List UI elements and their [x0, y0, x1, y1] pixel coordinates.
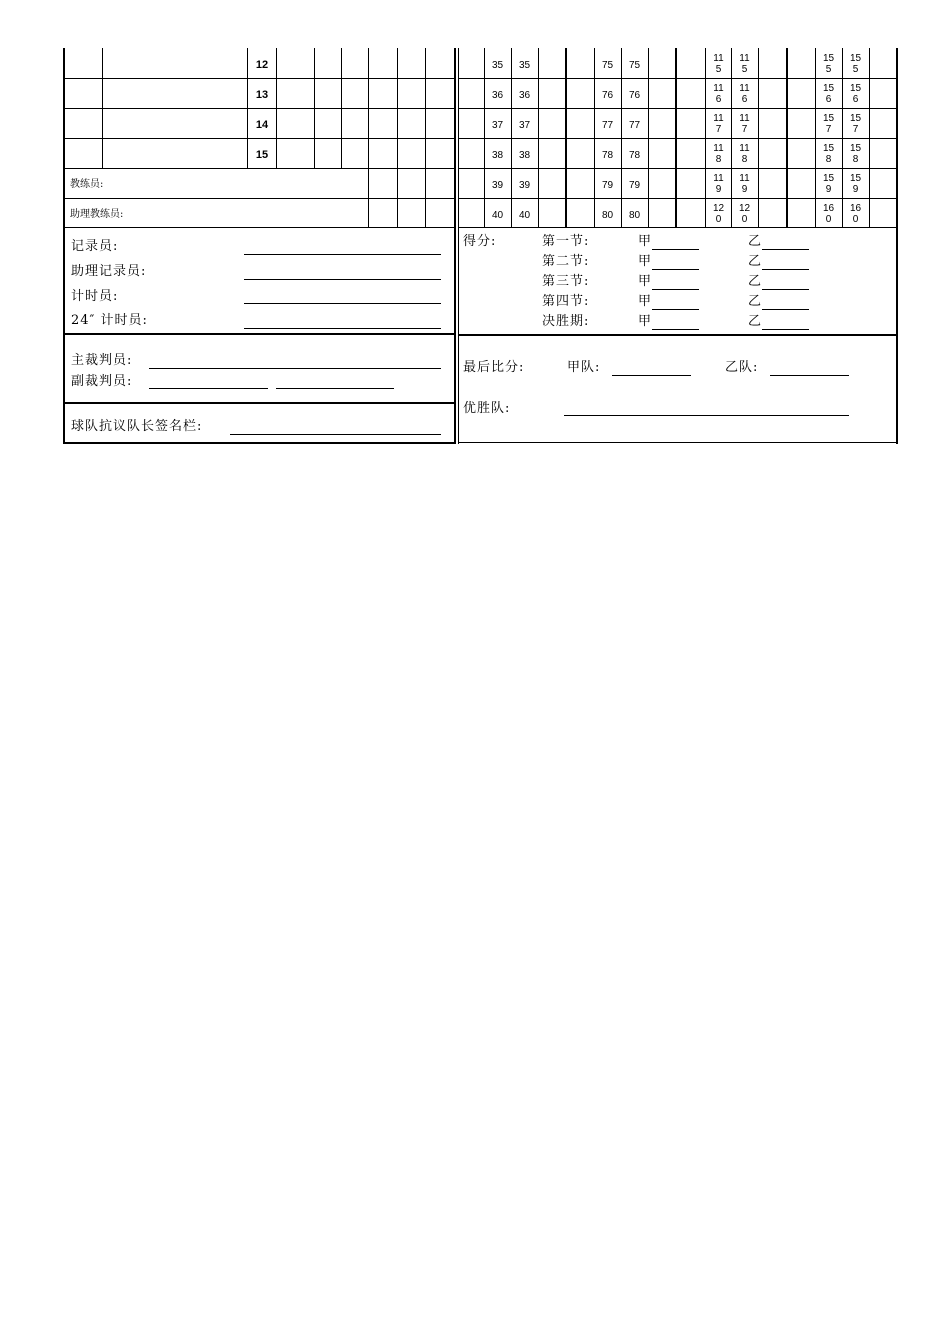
team-b-final-line[interactable]	[770, 375, 849, 376]
running-score-cell: 79	[601, 180, 614, 191]
running-score-cell: 38	[491, 150, 504, 161]
shot-clock-operator-label: 24″ 计时员:	[71, 313, 148, 328]
running-score-cell: 11 7	[713, 113, 724, 135]
running-score-cell: 76	[628, 90, 641, 101]
running-score-cell: 15 8	[849, 143, 862, 165]
running-score-cell: 15 7	[822, 113, 835, 135]
final-score-label: 最后比分:	[463, 360, 525, 375]
period-team-b-line[interactable]	[762, 249, 809, 250]
period-team-b-label: 乙	[748, 254, 763, 269]
team-a-final-label: 甲队:	[567, 360, 601, 375]
running-score-cell: 38	[518, 150, 531, 161]
running-score-cell: 80	[601, 210, 614, 221]
running-score-cell: 15 9	[849, 173, 862, 195]
player-number-14: 14	[255, 119, 269, 131]
period-team-a-label: 甲	[638, 294, 653, 309]
running-score-cell: 15 6	[849, 83, 862, 105]
running-score-cell: 75	[628, 60, 641, 71]
running-score-cell: 12 0	[738, 203, 751, 225]
period-team-b-label: 乙	[748, 234, 763, 249]
score-label: 得分:	[463, 234, 497, 249]
period-team-a-label: 甲	[638, 314, 653, 329]
period-team-b-line[interactable]	[762, 329, 809, 330]
running-score-cell: 16 0	[849, 203, 862, 225]
running-score-cell: 39	[518, 180, 531, 191]
player-number-15: 15	[255, 149, 269, 161]
running-score-cell: 15 8	[822, 143, 835, 165]
running-score-cell: 15 5	[849, 53, 862, 75]
running-score-cell: 15 6	[822, 83, 835, 105]
period-team-a-label: 甲	[638, 254, 653, 269]
running-score-cell: 11 5	[739, 53, 750, 75]
running-score-cell: 39	[491, 180, 504, 191]
running-score-cell: 78	[628, 150, 641, 161]
period-name: 第一节:	[542, 234, 590, 249]
team-b-final-label: 乙队:	[725, 360, 759, 375]
running-score-cell: 79	[628, 180, 641, 191]
period-team-b-label: 乙	[748, 294, 763, 309]
running-score-cell: 15 7	[849, 113, 862, 135]
period-team-a-line[interactable]	[652, 329, 699, 330]
running-score-cell: 16 0	[822, 203, 835, 225]
running-score-cell: 11 9	[713, 173, 724, 195]
running-score-cell: 11 6	[739, 83, 750, 105]
period-team-b-line[interactable]	[762, 269, 809, 270]
assistant-scorer-label: 助理记录员:	[71, 264, 147, 279]
running-score-cell: 11 6	[713, 83, 724, 105]
running-score-cell: 77	[628, 120, 641, 131]
running-score-cell: 80	[628, 210, 641, 221]
period-name: 第三节:	[542, 274, 590, 289]
running-score-cell: 12 0	[712, 203, 725, 225]
assistant-coach-label: 助理教练员:	[70, 209, 124, 220]
period-team-a-line[interactable]	[652, 249, 699, 250]
period-team-b-label: 乙	[748, 274, 763, 289]
period-team-a-label: 甲	[638, 234, 653, 249]
running-score-cell: 11 5	[713, 53, 724, 75]
running-score-cell: 37	[491, 120, 504, 131]
captain-protest-signature-label: 球队抗议队长签名栏:	[71, 419, 203, 434]
running-score-cell: 40	[518, 210, 531, 221]
team-a-final-line[interactable]	[612, 375, 691, 376]
score-summary-block	[0, 0, 950, 450]
period-name: 第四节:	[542, 294, 590, 309]
scoresheet	[0, 0, 950, 450]
running-score-cell: 35	[491, 60, 504, 71]
player-number-13: 13	[255, 89, 269, 101]
running-score-cell: 36	[491, 90, 504, 101]
period-team-a-label: 甲	[638, 274, 653, 289]
running-score-cell: 11 8	[713, 143, 724, 165]
period-team-a-line[interactable]	[652, 289, 699, 290]
winner-label: 优胜队:	[463, 401, 511, 416]
period-team-a-line[interactable]	[652, 269, 699, 270]
period-name: 决胜期:	[542, 314, 590, 329]
coach-label: 教练员:	[70, 179, 104, 190]
running-score-cell: 11 9	[739, 173, 750, 195]
running-score-cell: 78	[601, 150, 614, 161]
period-team-b-label: 乙	[748, 314, 763, 329]
umpires-label: 副裁判员:	[71, 374, 133, 389]
running-score-cell: 35	[518, 60, 531, 71]
running-score-cell: 11 8	[739, 143, 750, 165]
period-team-b-line[interactable]	[762, 309, 809, 310]
scorer-label: 记录员:	[71, 239, 119, 254]
running-score-cell: 76	[601, 90, 614, 101]
running-score-cell: 11 7	[739, 113, 750, 135]
running-score-cell: 36	[518, 90, 531, 101]
running-score-cell: 75	[601, 60, 614, 71]
crew-chief-label: 主裁判员:	[71, 353, 133, 368]
period-team-b-line[interactable]	[762, 289, 809, 290]
player-number-12: 12	[255, 59, 269, 71]
running-score-cell: 40	[491, 210, 504, 221]
period-team-a-line[interactable]	[652, 309, 699, 310]
winner-line[interactable]	[564, 415, 849, 416]
running-score-cell: 15 5	[822, 53, 835, 75]
running-score-cell: 37	[518, 120, 531, 131]
timekeeper-label: 计时员:	[71, 289, 119, 304]
running-score-cell: 15 9	[822, 173, 835, 195]
period-name: 第二节:	[542, 254, 590, 269]
running-score-cell: 77	[601, 120, 614, 131]
